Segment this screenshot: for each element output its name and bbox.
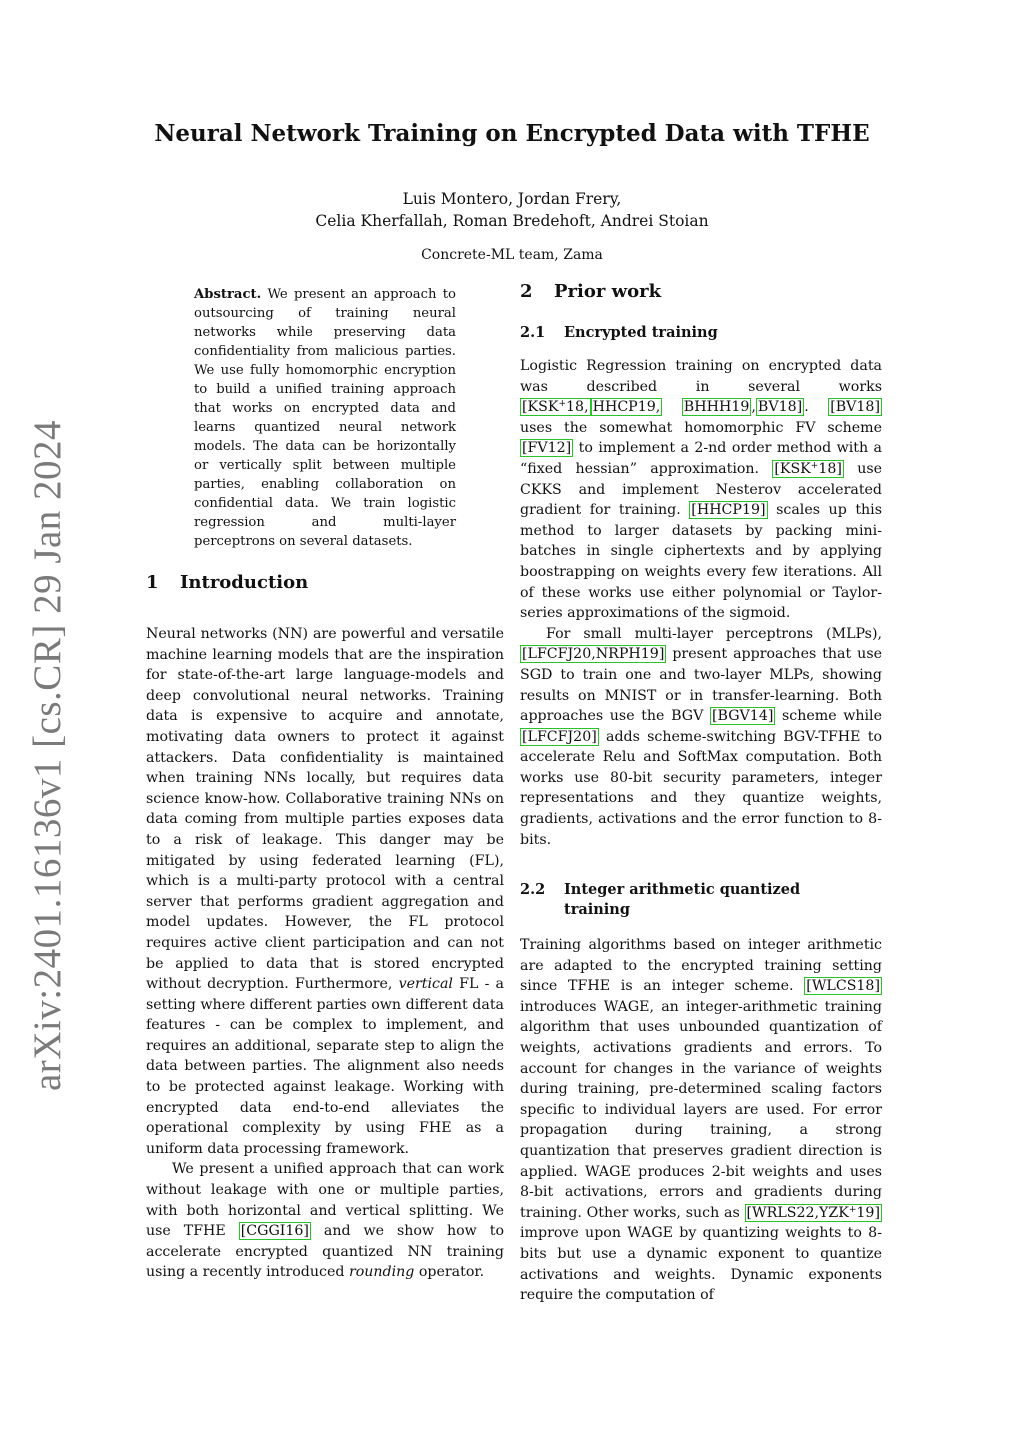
subsection-2-2-heading: 2.2 Integer arithmetic quantized training	[520, 881, 801, 918]
citation-link[interactable]: [HHCP19]	[691, 502, 766, 519]
subsection-2-1-heading: 2.1 Encrypted training	[520, 324, 718, 341]
prior-work-body-2	[520, 935, 882, 1306]
abstract	[194, 285, 456, 551]
citation-link[interactable]: [KSK+18,	[522, 399, 589, 416]
citation-link[interactable]: [LFCFJ20,NRPH19]	[522, 646, 665, 663]
citation-link[interactable]: [FV12]	[522, 440, 572, 457]
prior-paragraph-3: Training algorithms based on integer arithmetic are adapted to the encrypted training setting since TFHE is an integer scheme. [WLCS18] introduces WAGE, an integer-arithmetic training algorithm that uses unbounded quantization of weights, activations gradients and errors. To account for changes in the variance of weights during training, pre-determined scaling factors specific to individual layers are used. For error propagation during training, a strong quantization that preserves gradient direction is applied. WAGE produces 2-bit weights and uses 8-bit activations, errors and gradients during training. Other works, such as [WRLS22,YZK+19] improve upon WAGE by quantizing weights to 8-bits but use a dynamic exponent to quantize activations and weights. Dynamic exponents require the computation of	[520, 937, 882, 1304]
prior-work-body-1	[520, 356, 882, 850]
citation-link[interactable]: [LFCFJ20]	[522, 728, 597, 745]
abstract-label: Abstract.	[194, 287, 262, 302]
citation-link[interactable]: HHCP19,	[592, 399, 661, 416]
citation-link[interactable]: [KSK+18]	[774, 460, 842, 477]
arxiv-identifier: arXiv:2401.16136v1 [cs.CR] 29 Jan 2024	[26, 419, 70, 1091]
prior-work-number: 2	[520, 281, 533, 302]
authors-line-1: Luis Montero, Jordan Frery,	[402, 190, 622, 208]
citation-link[interactable]: [WLCS18]	[806, 978, 880, 995]
intro-paragraph-1: Neural networks (NN) are powerful and versatile machine learning models that are the inspiration for state-of-the-art large language-models and deep convolutional neural networks. Training data is expensive to acquire and annotate, motivating data owners to protect it against attackers. Data confidentiality is maintained when training NNs locally, but requires data science know-how. Collaborative training NNs on data coming from multiple parties exposes data to a risk of leakage. This danger may be mitigated by using federated learning (FL), which is a multi-party protocol with a central server that performs gradient aggregation and model updates. However, the FL protocol requires active client participation and can not be applied to data that is stored encrypted without decryption. Furthermore, vertical FL - a setting where different parties own different data features - can be complex to implement, and requires an additional, separate step to align the data between parties. The alignment also needs to be protected against leakage. Working with encrypted data end-to-end alleviates the operational complexity by using FHE as a uniform data processing framework.	[146, 626, 504, 1157]
prior-work-title: Prior work	[554, 281, 662, 302]
citation-link[interactable]: [BGV14]	[711, 708, 774, 725]
intro-number: 1	[146, 572, 159, 593]
intro-title: Introduction	[180, 572, 309, 593]
prior-paragraph-2: For small multi-layer perceptrons (MLPs), [LFCFJ20,NRPH19] present approaches that use SGD to train one and two-layer MLPs, showing results on MNIST or in transfer-learning. Both approaches use the BGV [BGV14] scheme while [LFCFJ20] adds scheme-switching BGV-TFHE to accelerate Relu and SoftMax computation. Both works use 80-bit security parameters, integer representations and they quantize weights, gradients, activations and the error function to 8-bits.	[520, 625, 882, 848]
citation-link[interactable]: BHHH19	[683, 399, 750, 416]
intro-paragraph-2: We present a unified approach that can work without leakage with one or multiple parties, with both horizontal and vertical splitting. We use TFHE [CGGI16] and we show how to accelerate encrypted quantized NN training using a recently introduced rounding operator.	[146, 1161, 505, 1281]
prior-paragraph-1: Logistic Regression training on encrypted data was described in several works [KSK+18, HHCP19, BHHH19 , BV18] . [BV18] uses the somewhat homomorphic FV scheme [FV12] to implement a 2-nd order method with a “fixed hessian” approximation. [KSK+18] use CKKS and implement Nesterov accelerated gradient for training. [HHCP19] scales up this method to larger datasets by packing mini-batches in single ciphertexts and by applying boostrapping on weights every few iterations. All of these works use either polynomial or Taylor-series approximations of the sigmoid.	[520, 358, 883, 622]
citation-link[interactable]: BV18]	[757, 399, 803, 416]
citation-link[interactable]: [CGGI16]	[240, 1223, 309, 1240]
abstract-text: We present an approach to outsourcing of training neural networks while preserving data confidentiality from malicious parties. We use fully homomorphic encryption to build a unified training approach that works on encrypted data and learns quantized neural network models. The data can be horizontally or vertically split between multiple parties, enabling collaboration on confidential data. We train logistic regression and multi-layer perceptrons on several datasets.	[194, 287, 456, 549]
paper-title: Neural Network Training on Encrypted Data with TFHE	[154, 120, 870, 147]
authors	[0, 188, 1024, 232]
intro-heading	[146, 572, 308, 593]
citation-link[interactable]: [WRLS22,YZK+19]	[746, 1204, 880, 1221]
prior-work-heading	[520, 281, 661, 302]
intro-body	[146, 624, 504, 1283]
affiliation: Concrete-ML team, Zama	[421, 247, 603, 263]
citation-link[interactable]: [BV18]	[830, 399, 880, 416]
authors-line-2: Celia Kherfallah, Roman Bredehoft, Andrei Stoian	[315, 212, 709, 230]
